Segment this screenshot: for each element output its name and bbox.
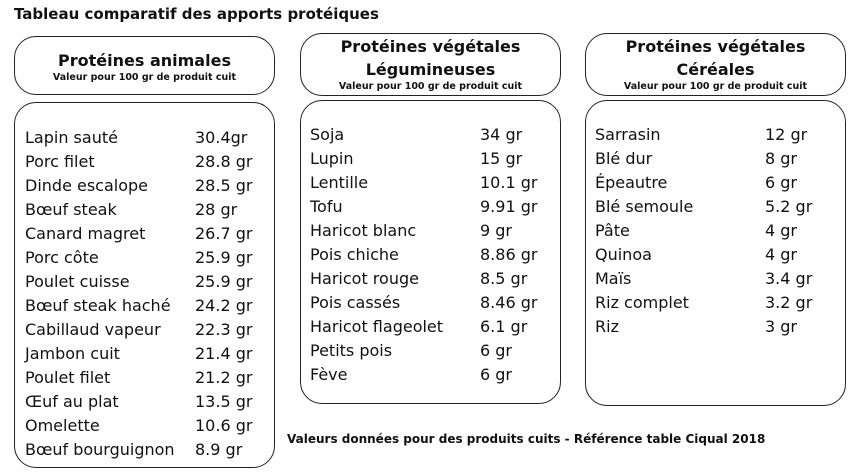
list-item (595, 290, 840, 314)
animal-header-title: Protéines animales (58, 51, 231, 70)
list-item (595, 218, 840, 242)
item-value: 3.4 gr (765, 268, 813, 288)
item-name: Riz complet (595, 292, 689, 312)
animal-list-box (14, 102, 275, 468)
item-name: Pâte (595, 220, 630, 240)
item-value: 26.7 gr (195, 223, 253, 243)
item-name: Haricot flageolet (310, 316, 444, 336)
list-item (310, 242, 555, 266)
item-value: 6 gr (480, 340, 512, 360)
item-name: Cabillaud vapeur (25, 319, 161, 339)
list-item (595, 170, 840, 194)
item-value: 10.1 gr (480, 172, 538, 192)
list-item (310, 338, 555, 362)
cereals-header-box (585, 33, 846, 96)
item-name: Soja (310, 124, 345, 144)
list-item (595, 194, 840, 218)
item-name: Lapin sauté (25, 127, 118, 147)
list-item (595, 146, 840, 170)
item-value: 6 gr (765, 172, 797, 192)
item-name: Bœuf steak haché (25, 295, 171, 315)
item-name: Épeautre (595, 172, 668, 192)
list-item (310, 170, 555, 194)
cereals-rows (595, 122, 840, 338)
legumes-header-title-line1: Protéines végétales (340, 37, 521, 56)
item-name: Maïs (595, 268, 632, 288)
item-value: 28 gr (195, 199, 238, 219)
item-name: Bœuf steak (25, 199, 117, 219)
item-name: Bœuf bourguignon (25, 439, 175, 459)
item-value: 8 gr (765, 148, 797, 168)
legumes-header-box (300, 33, 561, 96)
list-item (310, 314, 555, 338)
item-value: 8.5 gr (480, 268, 528, 288)
cereals-header-title-line1: Protéines végétales (625, 37, 806, 56)
list-item (25, 317, 270, 341)
list-item (310, 194, 555, 218)
list-item (25, 437, 270, 461)
list-item (310, 290, 555, 314)
list-item (25, 341, 270, 365)
item-name: Sarrasin (595, 124, 661, 144)
item-name: Porc filet (25, 151, 95, 171)
item-value: 24.2 gr (195, 295, 253, 315)
item-name: Pois chiche (310, 244, 399, 264)
item-value: 25.9 gr (195, 271, 253, 291)
animal-header-subtitle: Valeur pour 100 gr de produit cuit (52, 72, 237, 83)
item-value: 15 gr (480, 148, 523, 168)
list-item (25, 197, 270, 221)
list-item (310, 266, 555, 290)
item-value: 28.8 gr (195, 151, 253, 171)
item-name: Fève (310, 364, 348, 384)
page-title: Tableau comparatif des apports protéiques (14, 5, 379, 23)
item-value: 25.9 gr (195, 247, 253, 267)
item-value: 9 gr (480, 220, 512, 240)
legumes-list-box (300, 100, 561, 404)
item-value: 9.91 gr (480, 196, 538, 216)
item-value: 12 gr (765, 124, 808, 144)
list-item (310, 146, 555, 170)
item-name: Haricot blanc (310, 220, 417, 240)
item-value: 22.3 gr (195, 319, 253, 339)
item-value: 8.9 gr (195, 439, 243, 459)
item-name: Jambon cuit (25, 343, 120, 363)
item-value: 4 gr (765, 220, 797, 240)
item-value: 21.4 gr (195, 343, 253, 363)
list-item (310, 122, 555, 146)
animal-rows (25, 125, 270, 461)
animal-header-box (14, 36, 275, 95)
item-value: 3.2 gr (765, 292, 813, 312)
item-name: Blé dur (595, 148, 653, 168)
item-value: 28.5 gr (195, 175, 253, 195)
list-item (25, 221, 270, 245)
list-item (595, 122, 840, 146)
legumes-header-title-line2: Légumineuses (365, 60, 496, 79)
item-name: Canard magret (25, 223, 146, 243)
cereals-header-title-line2: Céréales (676, 60, 755, 79)
item-value: 30.4gr (195, 127, 248, 147)
item-name: Quinoa (595, 244, 652, 264)
item-value: 21.2 gr (195, 367, 253, 387)
item-name: Blé semoule (595, 196, 694, 216)
footnote: Valeurs données pour des produits cuits - Référence table Ciqual 2018 (287, 432, 766, 446)
item-value: 8.86 gr (480, 244, 538, 264)
item-name: Haricot rouge (310, 268, 419, 288)
item-name: Tofu (310, 196, 343, 216)
cereals-list-box (585, 100, 846, 406)
legumes-header-subtitle: Valeur pour 100 gr de produit cuit (338, 81, 523, 92)
cereals-header-subtitle: Valeur pour 100 gr de produit cuit (623, 81, 808, 92)
list-item (25, 173, 270, 197)
item-name: Lentille (310, 172, 369, 192)
item-name: Poulet filet (25, 367, 111, 387)
item-name: Dinde escalope (25, 175, 149, 195)
list-item (310, 362, 555, 386)
item-value: 4 gr (765, 244, 797, 264)
item-value: 6 gr (480, 364, 512, 384)
list-item (25, 293, 270, 317)
item-name: Œuf au plat (25, 391, 119, 411)
list-item (595, 242, 840, 266)
item-value: 6.1 gr (480, 316, 528, 336)
list-item (25, 245, 270, 269)
item-value: 8.46 gr (480, 292, 538, 312)
list-item (25, 389, 270, 413)
list-item (310, 218, 555, 242)
list-item (25, 149, 270, 173)
item-value: 5.2 gr (765, 196, 813, 216)
list-item (25, 365, 270, 389)
item-name: Lupin (310, 148, 354, 168)
item-name: Poulet cuisse (25, 271, 130, 291)
list-item (25, 125, 270, 149)
item-name: Riz (595, 316, 619, 336)
list-item (25, 269, 270, 293)
item-value: 10.6 gr (195, 415, 253, 435)
item-value: 3 gr (765, 316, 797, 336)
item-name: Pois cassés (310, 292, 401, 312)
legumes-rows (310, 122, 555, 386)
item-name: Omelette (25, 415, 100, 435)
list-item (595, 314, 840, 338)
item-value: 13.5 gr (195, 391, 253, 411)
item-name: Porc côte (25, 247, 99, 267)
list-item (595, 266, 840, 290)
item-value: 34 gr (480, 124, 523, 144)
list-item (25, 413, 270, 437)
item-name: Petits pois (310, 340, 393, 360)
